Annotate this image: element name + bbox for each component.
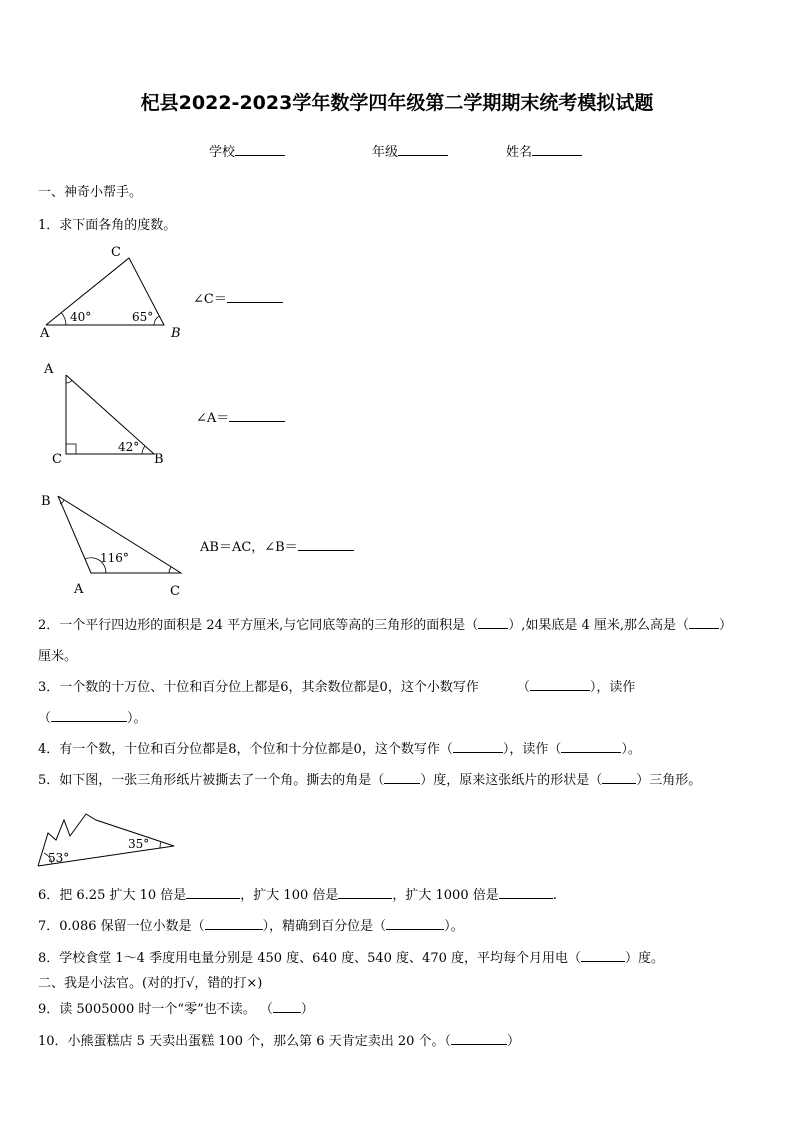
answer-blank[interactable] — [273, 1000, 301, 1013]
section-2-heading: 二、我是小法官。(对的打√，错的打×) — [38, 976, 263, 991]
vertex-label: A — [40, 326, 50, 340]
question-text: 3．一个数的十万位、十位和百分位上都是6，其余数位都是0，这个小数写作 — [38, 680, 479, 695]
question-text: 8．学校食堂 1～4 季度用电量分别是 450 度、640 度、540 度、470 度，平均每个月用电（ — [38, 951, 581, 966]
question-text: ）。 — [621, 742, 641, 757]
answer-blank[interactable] — [205, 917, 263, 930]
question-text: ）。 — [127, 711, 147, 726]
question-text: （ — [516, 680, 530, 695]
question-text: ），精确到百分位是（ — [262, 919, 387, 934]
angle-label: 42° — [118, 440, 140, 454]
question-text: ）度，原来这张纸片的形状是（ — [420, 773, 603, 788]
answer-blank[interactable] — [338, 886, 392, 899]
answer-label: AB＝AC，∠B＝ — [200, 540, 298, 555]
question-text: ） — [300, 1002, 314, 1017]
answer-blank[interactable] — [453, 740, 503, 753]
question-9 — [38, 998, 314, 1017]
grade-blank[interactable] — [398, 143, 448, 156]
vertex-label: B — [154, 452, 164, 467]
name-blank[interactable] — [532, 143, 582, 156]
answer-label: ∠A＝ — [196, 411, 230, 426]
question-2-cont: 厘米。 — [38, 649, 78, 664]
question-6 — [38, 884, 557, 903]
answer-blank[interactable] — [561, 740, 621, 753]
question-text: 9．读 5005000 时一个“零”也不读。 （ — [38, 1002, 273, 1017]
question-text: ）三角形。 — [636, 773, 702, 788]
answer-blank[interactable] — [227, 290, 283, 303]
question-text: 5．如下图，一张三角形纸片被撕去了一个角。撕去的角是（ — [38, 773, 385, 788]
grade-field[interactable] — [372, 141, 448, 160]
question-8 — [38, 947, 664, 966]
question-text: . — [552, 888, 557, 903]
torn-triangle-figure — [34, 808, 180, 874]
question-3-cont — [38, 707, 147, 726]
answer-1b[interactable] — [196, 407, 285, 426]
school-field[interactable] — [209, 141, 285, 160]
question-text: 2．一个平行四边形的面积是 24 平方厘米,与它同底等高的三角形的面积是（ — [38, 618, 479, 633]
question-text: ）,如果底是 4 厘米,那么高是（ — [508, 618, 690, 633]
answer-blank[interactable] — [386, 917, 444, 930]
answer-label: ∠C＝ — [193, 292, 227, 307]
school-label: 学校 — [209, 145, 236, 160]
vertex-label: C — [52, 452, 62, 467]
angle-label: 53° — [48, 851, 70, 865]
section-1-heading: 一、神奇小帮手。 — [38, 185, 143, 200]
vertex-label: A — [44, 362, 54, 377]
answer-blank[interactable] — [530, 678, 590, 691]
vertex-label: B — [41, 494, 51, 509]
name-field[interactable] — [506, 141, 582, 160]
question-7 — [38, 915, 464, 934]
answer-blank[interactable] — [186, 886, 240, 899]
school-blank[interactable] — [235, 143, 285, 156]
grade-label: 年级 — [372, 145, 399, 160]
question-text: ） — [719, 618, 733, 633]
answer-1a[interactable] — [193, 288, 283, 307]
vertex-label: C — [111, 245, 121, 260]
angle-label: 116° — [100, 551, 129, 565]
answer-blank[interactable] — [581, 949, 625, 962]
question-3 — [38, 676, 635, 695]
angle-label: 40° — [70, 310, 92, 324]
triangle-figure-3 — [36, 488, 196, 600]
question-2 — [38, 614, 732, 633]
angle-label: 65° — [132, 310, 154, 324]
question-text: ），读作（ — [502, 742, 562, 757]
angle-label: 35° — [128, 837, 150, 851]
vertex-label: C — [170, 584, 180, 599]
question-1: 1．求下面各角的度数。 — [38, 218, 177, 233]
answer-blank[interactable] — [51, 709, 127, 722]
question-10 — [38, 1030, 520, 1049]
question-text: 4．有一个数，十位和百分位都是8，个位和十分位都是0，这个数写作（ — [38, 742, 453, 757]
answer-blank[interactable] — [451, 1032, 507, 1045]
question-text: ）度。 — [625, 951, 665, 966]
answer-blank[interactable] — [602, 771, 636, 784]
triangle-figure-2 — [36, 358, 176, 470]
question-text: 10．小熊蛋糕店 5 天卖出蛋糕 100 个，那么第 6 天肯定卖出 20 个。（ — [38, 1034, 451, 1049]
question-4 — [38, 738, 641, 757]
vertex-label: A — [74, 582, 84, 597]
question-5 — [38, 769, 701, 788]
answer-blank[interactable] — [298, 538, 354, 551]
question-text: ，扩大 1000 倍是 — [392, 888, 499, 903]
question-text: ，扩大 100 倍是 — [240, 888, 339, 903]
answer-1c[interactable] — [200, 536, 354, 555]
answer-blank[interactable] — [229, 409, 285, 422]
answer-blank[interactable] — [478, 616, 508, 629]
page-title: 杞县2022-2023学年数学四年级第二学期期末统考模拟试题 — [140, 92, 654, 114]
question-text: ） — [507, 1034, 521, 1049]
answer-blank[interactable] — [689, 616, 719, 629]
name-label: 姓名 — [506, 145, 533, 160]
question-text: ），读作 — [589, 680, 636, 695]
question-text: （ — [38, 711, 52, 726]
question-text: 7．0.086 保留一位小数是（ — [38, 919, 205, 934]
question-text: ）。 — [444, 919, 464, 934]
vertex-label: B — [171, 326, 181, 340]
triangle-figure-1 — [36, 240, 196, 340]
answer-blank[interactable] — [499, 886, 553, 899]
answer-blank[interactable] — [384, 771, 420, 784]
question-text: 6．把 6.25 扩大 10 倍是 — [38, 888, 187, 903]
